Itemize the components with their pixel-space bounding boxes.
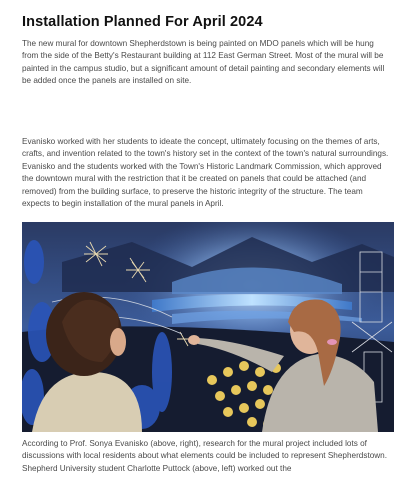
article-paragraph-3: According to Prof. Sonya Evanisko (above, right), research for the mural project included lots of discussions with local residents about what elements could be included to represent Shepherdstown. Shepherd University student Charlotte Puttock (above, left) worked out the — [22, 439, 388, 473]
article-paragraph-1: The new mural for downtown Shepherdstown is being painted on MDO panels which will be hung from the side of the Betty's Restaurant building at 112 East German Street. Most of the mural will be painted in the campus studio, but a significant amount of detail painting and secondary elements will be added once the panels are installed on site. — [22, 39, 385, 86]
article-paragraph-2: Evanisko worked with her students to ideate the concept, ultimately focusing on the themes of arts, crafts, and invention related to the town's history set in the context of the town's natural surroundings. Evanisko and the students worked with the Town's Historic Landmark Commission, which approved the downtown mural with the restriction that it be created on panels that could be attached (and removed) from the building surface, to preserve the historic integrity of the structure. The team expects to begin installation of the mural panels in April. — [22, 137, 389, 209]
article-heading: Installation Planned For April 2024 — [22, 14, 263, 30]
mural-photo-illustration — [22, 222, 394, 432]
mural-photo — [22, 222, 394, 432]
